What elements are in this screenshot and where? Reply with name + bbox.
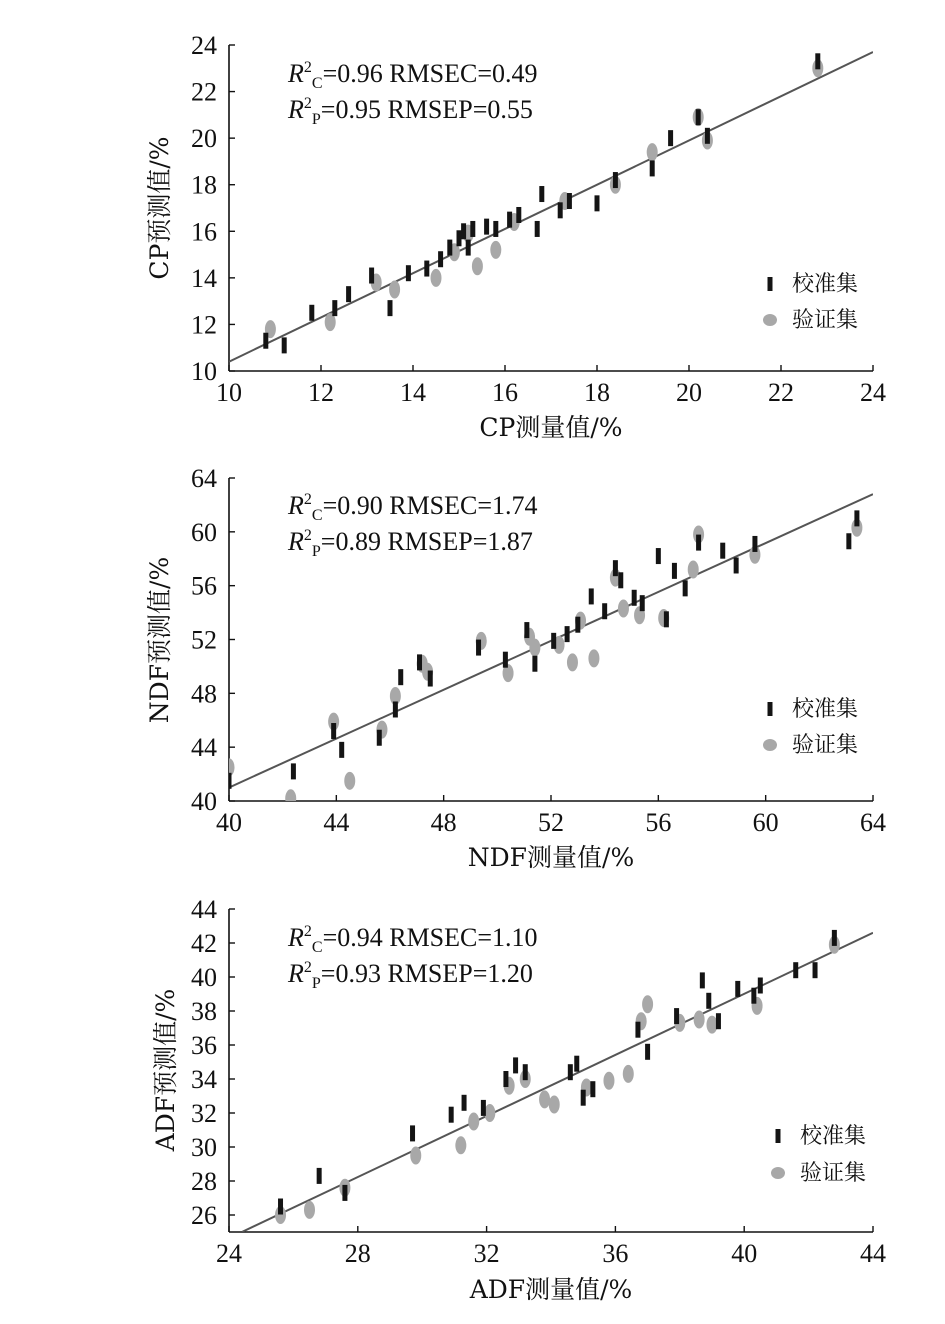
calibration-point [282, 337, 287, 353]
calibration-point [476, 640, 481, 656]
x-tick-label: 12 [308, 378, 334, 407]
validation-point [539, 1090, 550, 1108]
x-tick-label: 36 [602, 1239, 629, 1268]
stat-symbol: R [288, 959, 304, 988]
calibration-point [278, 1199, 283, 1215]
validation-point [468, 1113, 479, 1131]
validation-point [484, 1104, 495, 1122]
calibration-point [417, 654, 422, 670]
calibration-point [447, 240, 452, 256]
chart-2 [151, 895, 886, 1304]
stat-subscript: P [311, 975, 321, 992]
stat-symbol: R [288, 923, 304, 952]
stat-superscript: 2 [303, 959, 312, 976]
calibration-point [696, 535, 701, 551]
validation-point [472, 257, 483, 275]
validation-point [431, 269, 442, 287]
y-tick-label: 44 [191, 895, 217, 924]
calibration-point [618, 572, 623, 588]
calibration-point [854, 510, 859, 526]
calibration-point [513, 1057, 518, 1073]
calibration-point [751, 988, 756, 1004]
y-tick-label: 28 [191, 1167, 217, 1196]
calibration-point [470, 221, 475, 237]
calibration-point [815, 53, 820, 69]
calibration-point [735, 981, 740, 997]
stat-values: =0.90 RMSEC=1.74 [322, 491, 538, 520]
calibration-point [640, 595, 645, 611]
legend-validation-label: 验证集 [792, 733, 859, 758]
calibration-point [532, 656, 537, 672]
calibration-point [551, 633, 556, 649]
y-tick-label: 60 [191, 517, 217, 547]
validation-point [285, 789, 296, 807]
legend-validation-label: 验证集 [800, 1161, 867, 1186]
calibration-point [398, 669, 403, 685]
calibration-point [503, 1071, 508, 1087]
stat-superscript: 2 [303, 923, 312, 940]
validation-point [647, 143, 658, 161]
validation-point [618, 600, 629, 618]
y-tick-label: 36 [191, 1031, 217, 1060]
stat-superscript: 2 [303, 59, 312, 76]
stat-annotation [287, 59, 538, 92]
y-tick-label: 44 [191, 733, 217, 763]
x-tick-label: 22 [768, 378, 794, 407]
legend-calibration-marker [768, 702, 773, 716]
legend-calibration-label: 校准集 [792, 272, 859, 297]
calibration-point [331, 723, 336, 739]
calibration-point [602, 603, 607, 619]
stat-subscript: P [311, 111, 321, 128]
validation-point [410, 1147, 421, 1165]
x-tick-label: 28 [344, 1239, 371, 1268]
calibration-point [613, 560, 618, 576]
validation-point [344, 772, 355, 790]
calibration-point [462, 1095, 467, 1111]
calibration-point [650, 160, 655, 176]
y-tick-label: 56 [191, 571, 217, 601]
x-axis-label: NDF测量值/% [467, 843, 635, 872]
calibration-point [720, 543, 725, 559]
x-tick-label: 48 [430, 808, 457, 837]
calibration-point [449, 1107, 454, 1123]
calibration-point [457, 230, 462, 246]
y-axis-label: ADF预测值/% [151, 988, 180, 1152]
calibration-point [332, 300, 337, 316]
stat-symbol: R [288, 491, 304, 520]
x-tick-label: 10 [216, 378, 242, 407]
calibration-point [705, 128, 710, 144]
calibration-point [668, 130, 673, 146]
stat-subscript: P [311, 543, 321, 560]
stat-values: =0.89 RMSEP=1.87 [320, 527, 533, 556]
calibration-point [516, 207, 521, 223]
legend-calibration-label: 校准集 [800, 1124, 867, 1149]
calibration-point [291, 763, 296, 779]
calibration-point [393, 701, 398, 717]
y-axis-label: NDF预测值/% [145, 556, 174, 724]
y-tick-label: 12 [191, 310, 217, 340]
x-tick-label: 14 [400, 378, 426, 407]
calibration-point [700, 972, 705, 988]
validation-point [623, 1065, 634, 1083]
calibration-point [263, 333, 268, 349]
calibration-point [674, 1008, 679, 1024]
y-tick-label: 52 [191, 625, 217, 655]
calibration-point [369, 268, 374, 284]
calibration-point [575, 617, 580, 633]
calibration-point [524, 622, 529, 638]
validation-point [567, 653, 578, 671]
validation-point [455, 1136, 466, 1154]
x-tick-label: 64 [860, 808, 886, 837]
y-tick-label: 20 [191, 124, 217, 154]
calibration-point [645, 1044, 650, 1060]
calibration-point [595, 195, 600, 211]
calibration-point [523, 1064, 528, 1080]
calibration-point [346, 286, 351, 302]
calibration-point [706, 993, 711, 1009]
y-tick-label: 10 [191, 357, 217, 386]
validation-point [389, 281, 400, 299]
calibration-point [227, 773, 232, 789]
calibration-point [503, 652, 508, 668]
calibration-point [565, 626, 570, 642]
validation-point [529, 639, 540, 657]
calibration-point [683, 580, 688, 596]
stat-values: =0.95 RMSEP=0.55 [320, 95, 533, 124]
calibration-point [493, 221, 498, 237]
validation-point [694, 1011, 705, 1029]
calibration-point [832, 930, 837, 946]
stat-annotation [287, 95, 533, 128]
y-tick-label: 14 [191, 263, 217, 293]
calibration-point [656, 548, 661, 564]
y-axis-label: CP预测值/% [145, 136, 174, 280]
validation-point [549, 1096, 560, 1114]
legend-validation-marker [763, 739, 777, 751]
calibration-point [752, 536, 757, 552]
y-tick-label: 32 [191, 1099, 217, 1128]
calibration-point [635, 1022, 640, 1038]
calibration-point [466, 240, 471, 256]
calibration-point [481, 1100, 486, 1116]
stat-values: =0.96 RMSEC=0.49 [322, 59, 538, 88]
calibration-point [813, 962, 818, 978]
y-tick-label: 42 [191, 929, 217, 958]
x-tick-label: 44 [860, 1239, 886, 1268]
stat-subscript: C [311, 939, 323, 956]
y-tick-label: 22 [191, 77, 217, 107]
calibration-point [317, 1168, 322, 1184]
y-tick-label: 18 [191, 170, 217, 200]
y-tick-label: 40 [191, 963, 217, 992]
validation-point [603, 1072, 614, 1090]
calibration-point [672, 563, 677, 579]
x-tick-label: 40 [731, 1239, 758, 1268]
calibration-point [664, 611, 669, 627]
stat-symbol: R [288, 527, 304, 556]
x-tick-label: 32 [473, 1239, 500, 1268]
validation-point [588, 649, 599, 667]
calibration-point [424, 261, 429, 277]
legend-calibration-label: 校准集 [792, 697, 859, 722]
legend-validation-label: 验证集 [792, 308, 859, 333]
calibration-point [406, 265, 411, 281]
x-tick-label: 20 [676, 378, 702, 407]
stat-values: =0.93 RMSEP=1.20 [320, 959, 533, 988]
calibration-point [568, 1064, 573, 1080]
calibration-point [846, 533, 851, 549]
y-tick-label: 48 [191, 679, 217, 709]
legend-calibration-marker [768, 277, 773, 291]
stat-subscript: C [311, 507, 323, 524]
stat-annotation [287, 959, 533, 992]
calibration-point [734, 557, 739, 573]
calibration-point [535, 221, 540, 237]
calibration-point [309, 305, 314, 321]
x-axis-label: CP测量值/% [479, 413, 623, 442]
x-tick-label: 56 [645, 808, 672, 837]
stat-symbol: R [288, 95, 304, 124]
calibration-point [484, 219, 489, 235]
calibration-point [438, 251, 443, 267]
x-axis-label: ADF测量值/% [469, 1275, 633, 1304]
x-tick-label: 24 [860, 378, 886, 407]
x-tick-label: 40 [216, 808, 242, 837]
y-tick-label: 64 [191, 464, 217, 493]
calibration-point [428, 671, 433, 687]
validation-point [688, 561, 699, 579]
legend-validation-marker [771, 1167, 785, 1179]
y-tick-label: 24 [191, 31, 217, 60]
calibration-point [590, 1081, 595, 1097]
validation-point [490, 241, 501, 259]
x-tick-label: 52 [538, 808, 564, 837]
stat-annotation [287, 491, 538, 524]
x-tick-label: 44 [323, 808, 350, 837]
calibration-point [589, 588, 594, 604]
calibration-point [758, 978, 763, 994]
calibration-point [377, 730, 382, 746]
stat-annotation [287, 527, 533, 560]
x-tick-label: 16 [492, 378, 518, 407]
calibration-point [388, 300, 393, 316]
calibration-point [696, 109, 701, 125]
calibration-point [410, 1125, 415, 1141]
calibration-point [461, 223, 466, 239]
calibration-point [539, 186, 544, 202]
calibration-point [567, 193, 572, 209]
validation-point [707, 1016, 718, 1034]
chart-1 [145, 464, 886, 872]
calibration-point [613, 172, 618, 188]
legend-calibration-marker [776, 1129, 781, 1143]
x-tick-label: 18 [584, 378, 610, 407]
calibration-point [581, 1090, 586, 1106]
x-tick-label: 24 [216, 1239, 242, 1268]
calibration-point [507, 212, 512, 228]
stat-superscript: 2 [303, 527, 312, 544]
calibration-point [632, 590, 637, 606]
y-tick-label: 26 [191, 1201, 217, 1230]
validation-point [304, 1201, 315, 1219]
stat-superscript: 2 [303, 95, 312, 112]
chart-0 [145, 31, 886, 442]
calibration-point [716, 1013, 721, 1029]
y-tick-label: 16 [191, 217, 217, 247]
calibration-point [574, 1056, 579, 1072]
calibration-point [339, 742, 344, 758]
y-tick-label: 34 [191, 1065, 217, 1094]
legend-validation-marker [763, 314, 777, 326]
y-tick-label: 40 [191, 787, 217, 816]
stat-superscript: 2 [303, 491, 312, 508]
stat-subscript: C [311, 75, 323, 92]
stat-annotation [287, 923, 538, 956]
validation-point [642, 995, 653, 1013]
calibration-point [793, 962, 798, 978]
x-tick-label: 60 [752, 808, 779, 837]
calibration-point [558, 202, 563, 218]
y-tick-label: 30 [191, 1133, 217, 1162]
stat-values: =0.94 RMSEC=1.10 [322, 923, 538, 952]
calibration-point [342, 1185, 347, 1201]
stat-symbol: R [288, 59, 304, 88]
y-tick-label: 38 [191, 997, 217, 1026]
